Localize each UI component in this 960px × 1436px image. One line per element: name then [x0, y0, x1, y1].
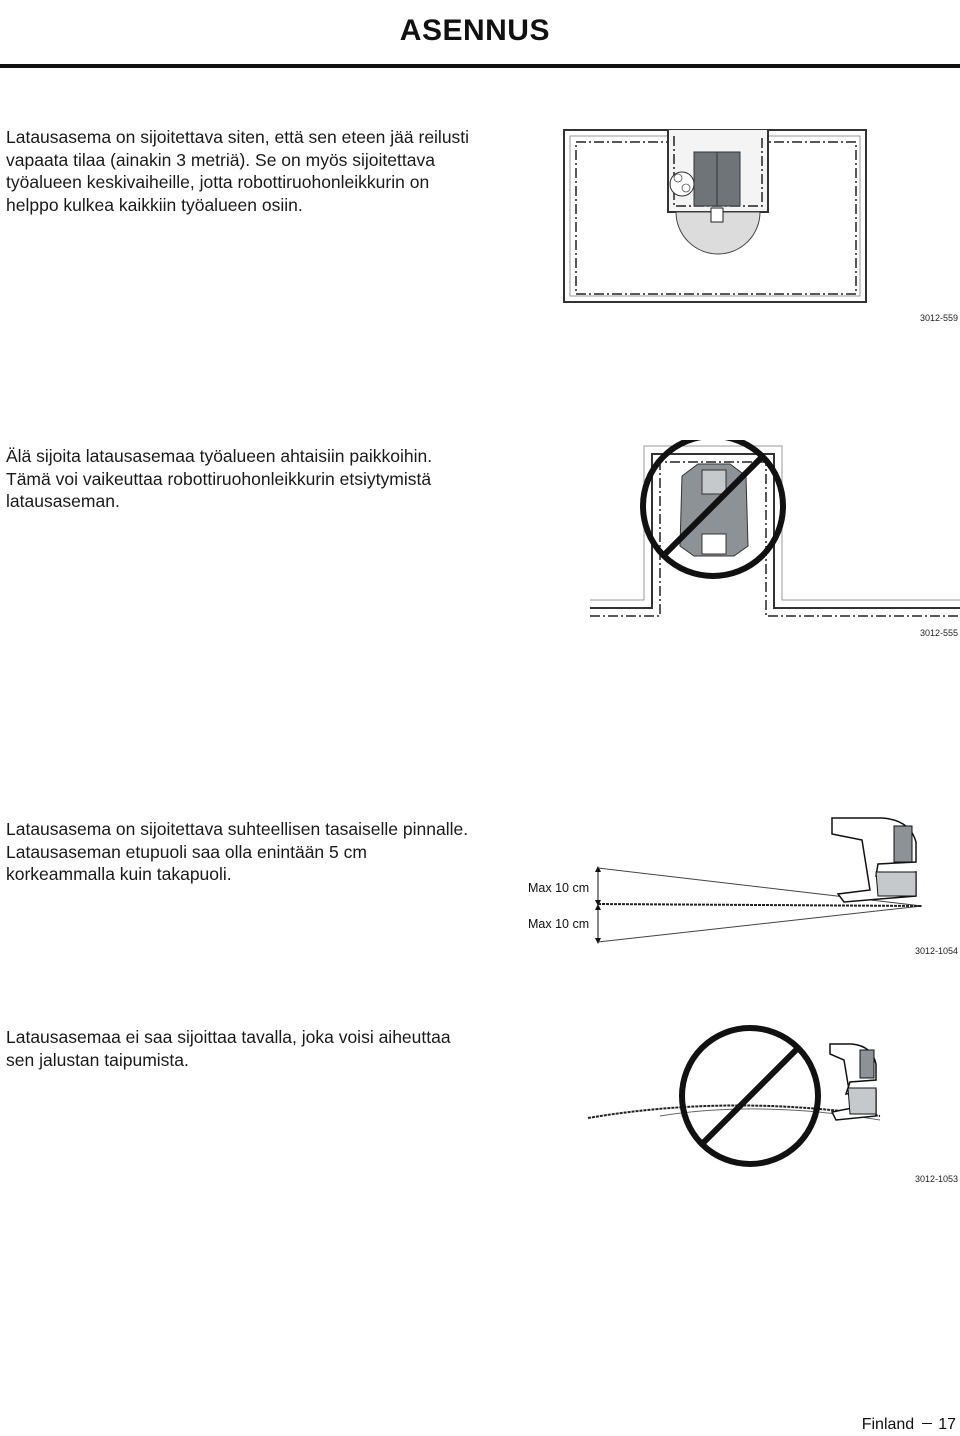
slope-label-lower: Max 10 cm	[528, 917, 590, 931]
figure-code: 3012-1053	[914, 1174, 958, 1184]
section-1-text: Latausasema on sijoitettava siten, että sen eteen jää reilusti vapaata tilaa (ainakin 3 metriä). Se on myös sijoitettava työalueen keskivaiheille, jotta robottiruohonleikkurin on helppo kulkea kaikkiin työalueen osiin.	[6, 127, 470, 215]
slope-label-upper: Max 10 cm	[528, 881, 590, 895]
figure-narrow-area	[590, 440, 960, 630]
page-footer	[862, 1416, 956, 1434]
figure-base-bending	[580, 1020, 940, 1170]
footer-country: Finland	[861, 1416, 915, 1433]
figure-code: 3012-555	[919, 628, 958, 638]
figure-slope-limit	[522, 810, 952, 950]
figure-code: 3012-559	[919, 313, 958, 323]
figure-open-placement	[560, 126, 872, 306]
page-number: 17	[938, 1416, 956, 1433]
section-3-text: Latausasema on sijoitettava suhteellisen tasaiselle pinnalle. Latausaseman etupuoli saa olla enintään 5 cm korkeammalla kuin takapuoli.	[6, 819, 469, 884]
section-2-text: Älä sijoita latausasemaa työalueen ahtaisiin paikkoihin. Tämä voi vaikeuttaa robottiruohonleikkurin etsiytymistä latausaseman.	[6, 446, 433, 511]
header-rule	[0, 64, 960, 68]
footer-dash	[922, 1423, 932, 1424]
figure-code: 3012-1054	[914, 946, 958, 956]
section-4-text: Latausasemaa ei saa sijoittaa tavalla, joka voisi aiheuttaa sen jalustan taipumista.	[6, 1027, 451, 1070]
page-title: ASENNUS	[399, 14, 550, 47]
